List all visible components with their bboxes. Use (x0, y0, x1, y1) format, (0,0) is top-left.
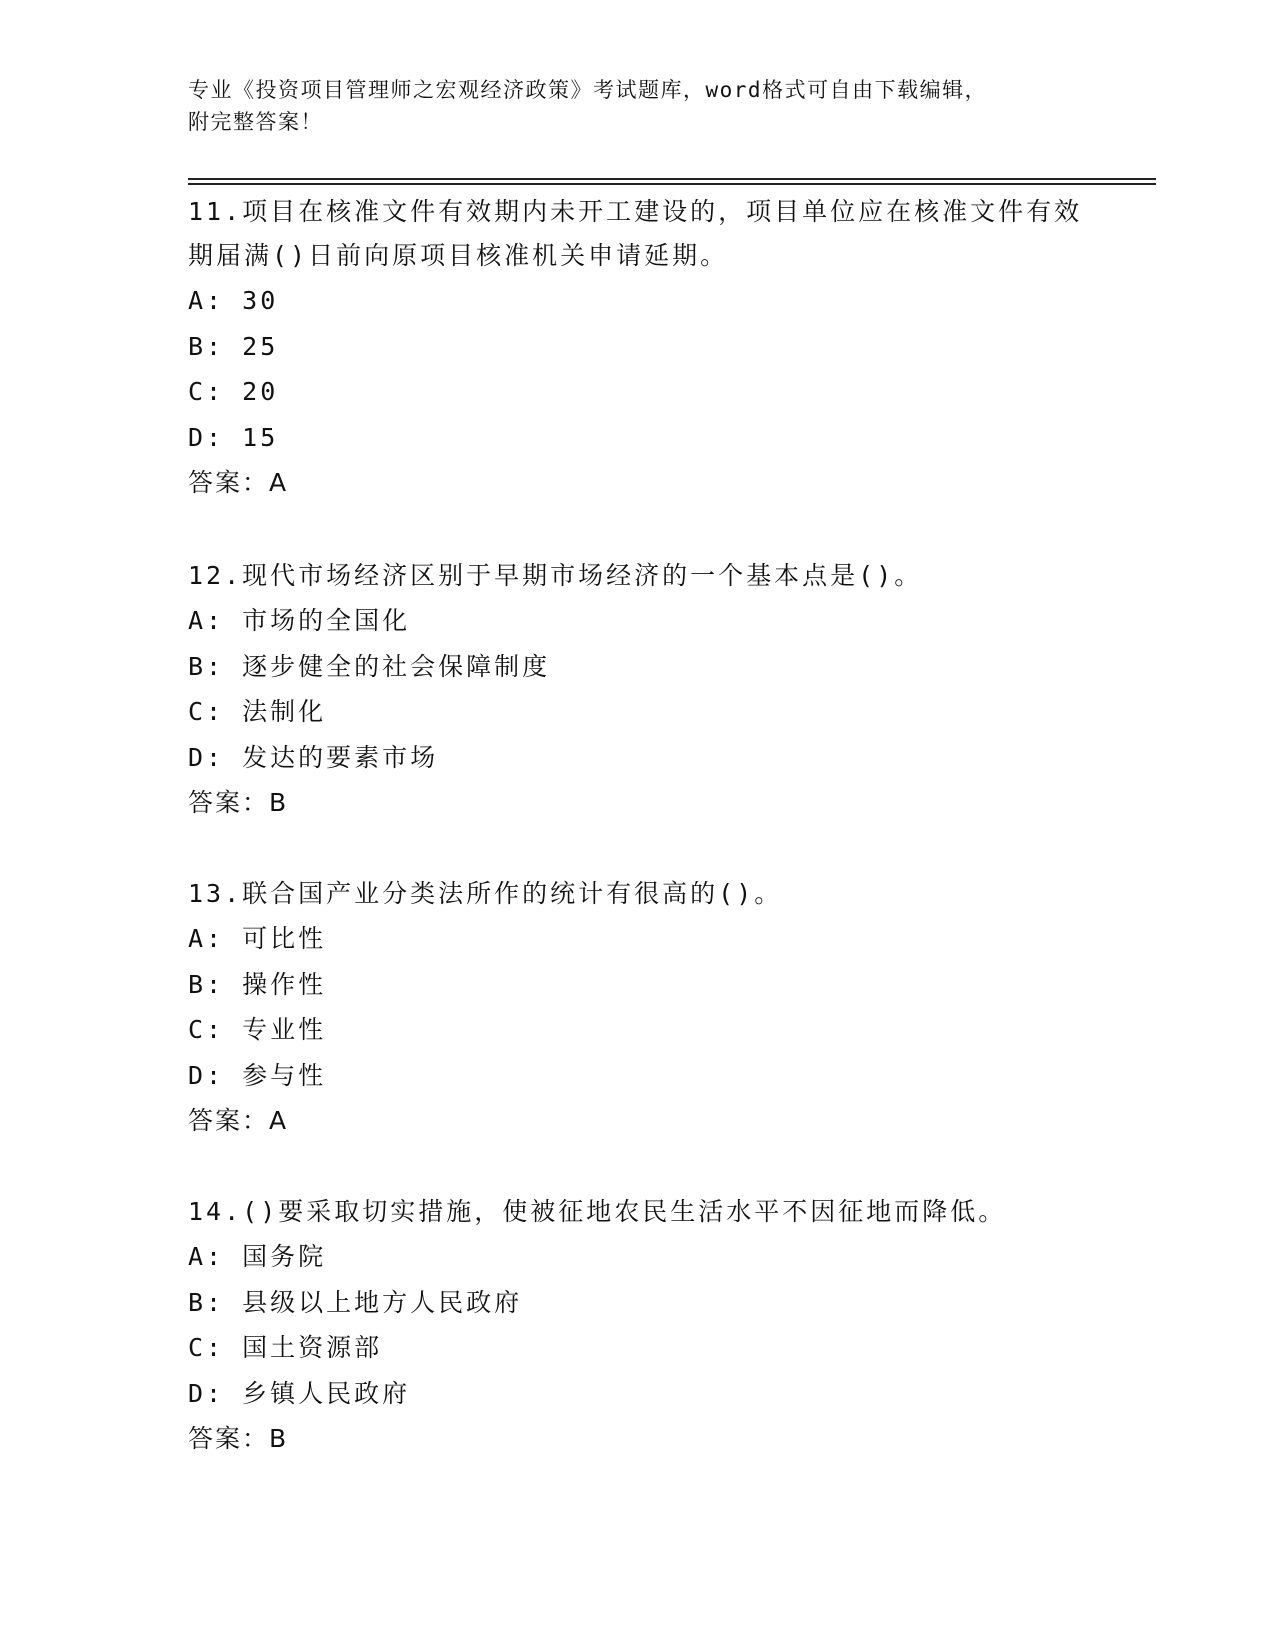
answer: 答案：A (188, 468, 289, 497)
answer: 答案：A (188, 1106, 289, 1135)
question-stem: 13.联合国产业分类法所作的统计有很高的()。 (188, 879, 783, 908)
option-d: D: 乡镇人民政府 (188, 1378, 411, 1408)
option-d: D: 参与性 (188, 1060, 327, 1090)
option-a: A: 30 (188, 286, 279, 315)
answer: 答案：B (188, 788, 289, 817)
option-d: D: 15 (188, 422, 279, 452)
question-stem: 14.()要采取切实措施，使被征地农民生活水平不因征地而降低。 (188, 1197, 1007, 1226)
option-b: B: 逐步健全的社会保障制度 (188, 651, 551, 681)
question-12 (188, 554, 1088, 826)
option-c: C: 法制化 (188, 697, 327, 726)
header-line-2: 附完整答案！ (188, 110, 323, 134)
option-b: B: 县级以上地方人民政府 (188, 1287, 523, 1317)
header-line-1: 专业《投资项目管理师之宏观经济政策》考试题库，word格式可自由下载编辑， (188, 78, 988, 102)
option-a: A: 可比性 (188, 924, 327, 953)
header-divider-bottom (188, 183, 1156, 185)
question-stem: 12.现代市场经济区别于早期市场经济的一个基本点是()。 (188, 561, 923, 590)
question-stem: 11.项目在核准文件有效期内未开工建设的，项目单位应在核准文件有效期届满()日前向原项目核准机关申请延期。 (188, 197, 1083, 270)
question-14 (188, 1190, 1088, 1462)
option-a: A: 市场的全国化 (188, 606, 411, 635)
question-11 (188, 190, 1088, 506)
option-d: D: 发达的要素市场 (188, 742, 439, 772)
option-b: B: 操作性 (188, 969, 327, 999)
option-b: B: 25 (188, 331, 279, 361)
document-header (188, 74, 1068, 138)
answer: 答案：B (188, 1424, 289, 1453)
option-c: C: 国土资源部 (188, 1333, 383, 1362)
option-a: A: 国务院 (188, 1242, 327, 1271)
option-c: C: 专业性 (188, 1015, 327, 1044)
question-13 (188, 872, 1088, 1144)
header-divider-top (188, 178, 1156, 180)
option-c: C: 20 (188, 377, 279, 406)
